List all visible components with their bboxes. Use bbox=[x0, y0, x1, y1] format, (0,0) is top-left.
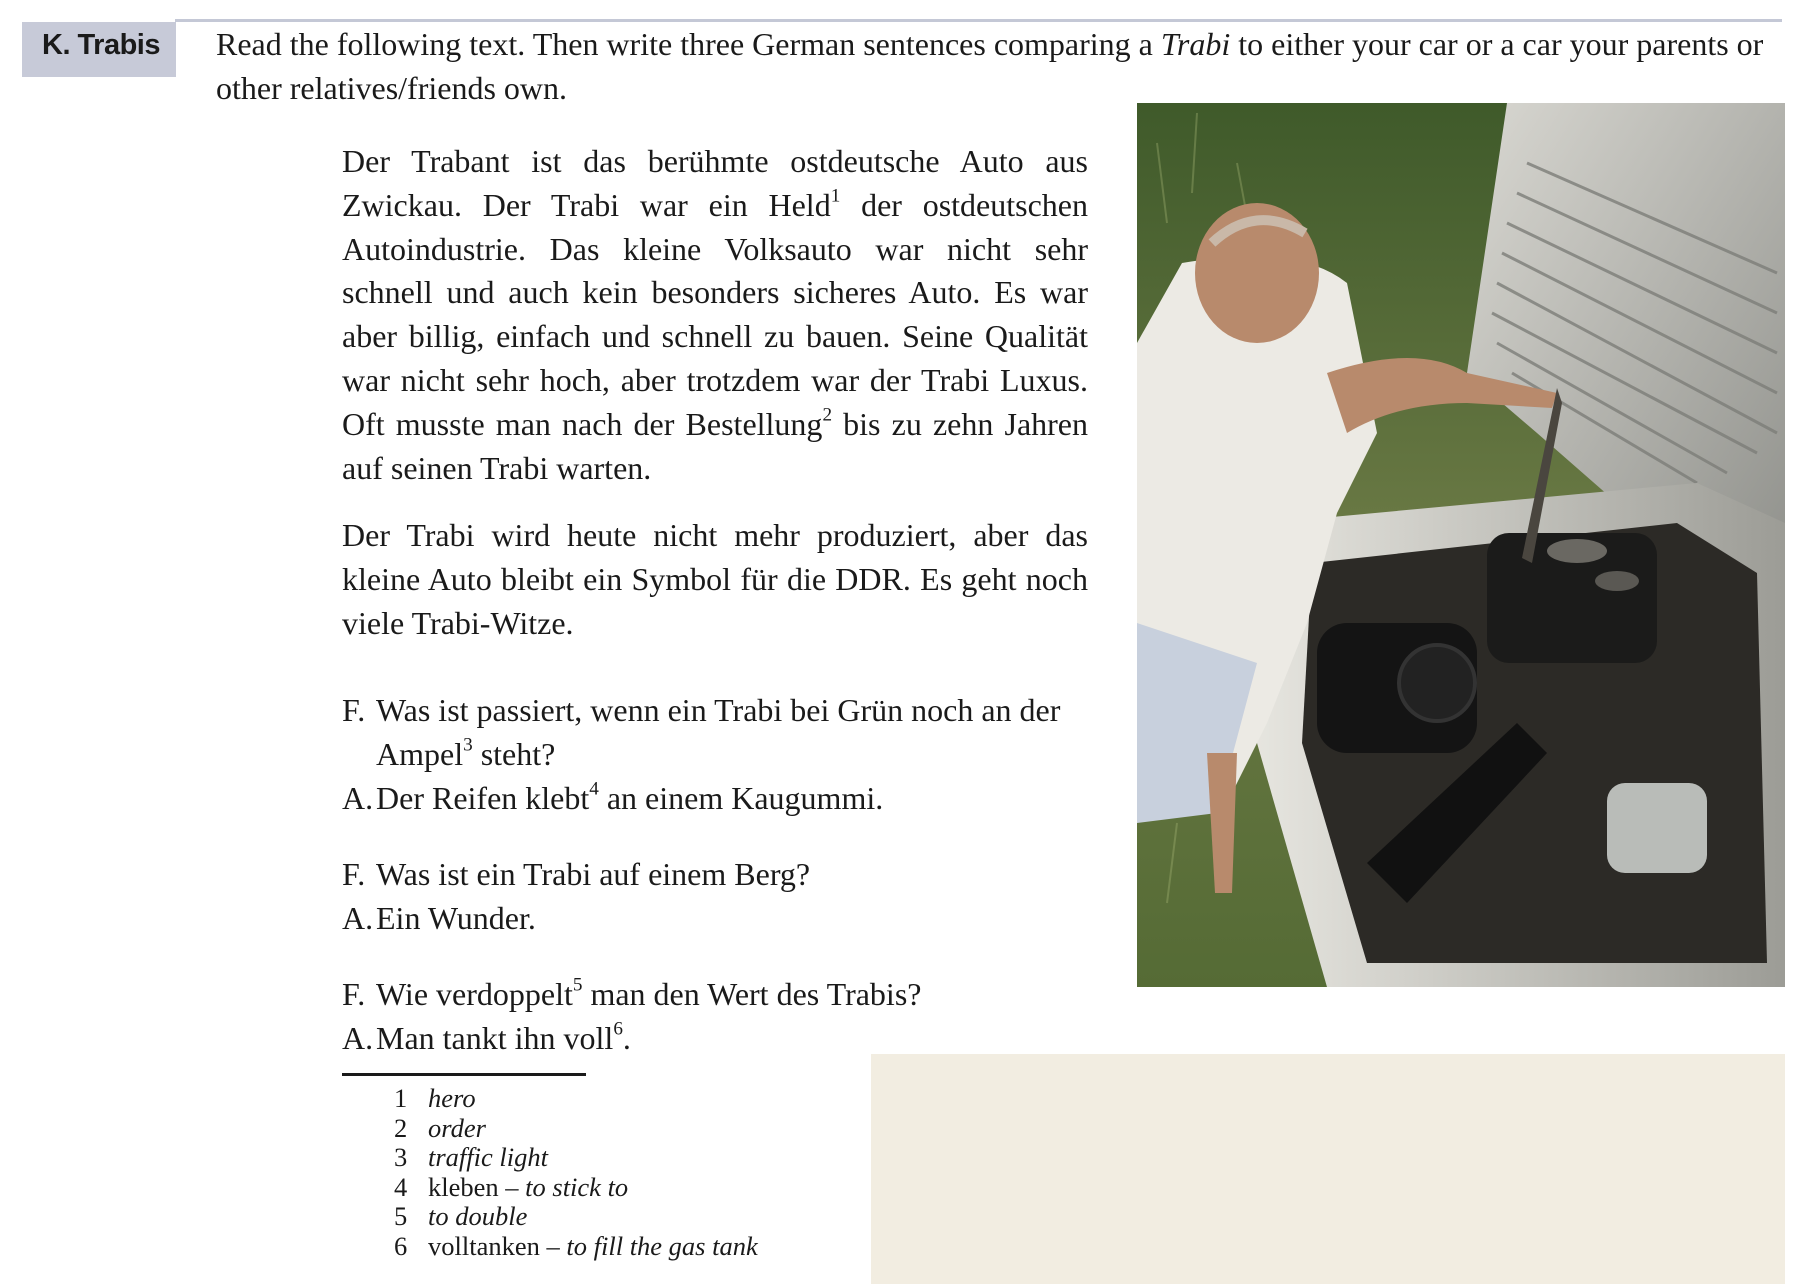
footnote-ref-1: 1 bbox=[830, 185, 841, 207]
joke-3-question-text bbox=[376, 972, 921, 1016]
joke-3 bbox=[342, 972, 1102, 1060]
footnote-german: kleben – bbox=[428, 1171, 519, 1202]
joke-2-question-text: Was ist ein Trabi auf einem Berg? bbox=[376, 856, 811, 892]
footnotes bbox=[394, 1084, 758, 1261]
joke-3-question-text-b: man den Wert des Trabis? bbox=[582, 976, 922, 1012]
question-prefix: F. bbox=[342, 692, 366, 728]
reading-paragraph-2: Der Trabi wird heute nicht mehr produziert, aber das kleine Auto bleibt ein Symbol für die DDR. Es geht noch viele Trabi-Witze. bbox=[342, 517, 1088, 641]
paragraph-1-text-b: der ostdeutschen Autoindustrie. Das kleine Volksauto war nicht sehr schnell und auch kein besonders sicheres Auto. Es war aber billig, einfach und schnell zu bauen. Seine Qualität war nicht sehr hoch, aber trotzdem war der Trabi Luxus. Oft musste man nach der Bestellung bbox=[342, 186, 1088, 442]
question-prefix: F. bbox=[342, 976, 366, 1012]
joke-1-answer bbox=[342, 776, 1102, 820]
footnote-english: traffic light bbox=[428, 1142, 548, 1172]
joke-3-question-text-a: Wie verdoppelt bbox=[376, 976, 573, 1012]
footnote-english: to stick to bbox=[525, 1171, 629, 1202]
footnote-number: 3 bbox=[394, 1142, 408, 1172]
washer-reservoir bbox=[1607, 783, 1707, 873]
answer-prefix: A. bbox=[342, 780, 374, 816]
instructions bbox=[216, 22, 1786, 110]
instructions-trabi-italic: Trabi bbox=[1160, 26, 1231, 62]
footnote-number: 2 bbox=[394, 1112, 408, 1143]
footnote-item bbox=[394, 1232, 758, 1262]
footnote-ref-6: 6 bbox=[613, 1018, 623, 1040]
joke-3-answer-text bbox=[376, 1016, 631, 1060]
footnote-ref-3: 3 bbox=[463, 734, 473, 756]
footnote-ref-4: 4 bbox=[589, 778, 599, 800]
joke-2-question bbox=[342, 852, 1102, 896]
joke-1-answer-text-b: an einem Kaugummi. bbox=[598, 780, 884, 816]
footnote-number: 4 bbox=[394, 1171, 408, 1202]
joke-1-question-text-b: steht? bbox=[472, 736, 556, 772]
section-label: K. Trabis bbox=[22, 22, 176, 77]
answer-prefix: A. bbox=[342, 900, 374, 936]
footnote-ref-5: 5 bbox=[572, 974, 583, 996]
engine-pulley bbox=[1399, 645, 1475, 721]
reading-text bbox=[342, 140, 1088, 646]
joke-1-question-text-a: Was ist passiert, wenn ein Trabi bei Grün noch an der Ampel bbox=[376, 692, 1061, 772]
joke-1-question bbox=[342, 688, 1102, 776]
beige-answer-area bbox=[871, 1054, 1785, 1284]
footnote-number: 1 bbox=[394, 1083, 408, 1113]
trabi-jokes bbox=[342, 688, 1102, 1060]
joke-2-answer bbox=[342, 896, 1102, 940]
joke-3-answer-text-b: . bbox=[622, 1020, 631, 1056]
joke-1 bbox=[342, 688, 1102, 820]
tank-cap bbox=[1547, 539, 1607, 563]
instructions-text-end: to either your car or a car your parents or other relatives/friends own. bbox=[216, 26, 1764, 106]
paragraph-1-text-a: Der Trabant ist das berühmte ostdeutsche Auto aus Zwickau. Der Trabi war ein Held bbox=[342, 143, 1088, 223]
tank-cap-2 bbox=[1595, 571, 1639, 591]
instructions-text-start: Read the following text. Then write three German sentences comparing a bbox=[216, 26, 1161, 62]
footnote-english: to double bbox=[428, 1201, 528, 1231]
question-prefix: F. bbox=[342, 856, 366, 892]
footnote-german: volltanken – bbox=[428, 1230, 560, 1261]
footnote-item bbox=[394, 1084, 758, 1114]
joke-1-answer-text-a: Der Reifen klebt bbox=[376, 780, 590, 816]
footnote-item bbox=[394, 1202, 758, 1232]
footnote-item bbox=[394, 1173, 758, 1203]
footnote-item bbox=[394, 1114, 758, 1144]
footnote-english: order bbox=[428, 1112, 486, 1143]
footnote-number: 6 bbox=[394, 1230, 408, 1261]
reading-paragraph-1 bbox=[342, 140, 1088, 490]
footnote-english: hero bbox=[428, 1083, 476, 1113]
joke-3-question bbox=[342, 972, 1102, 1016]
joke-1-question-text bbox=[376, 688, 1102, 776]
footnotes-rule bbox=[342, 1073, 586, 1076]
photo-illustration bbox=[1137, 103, 1785, 987]
footnote-ref-2: 2 bbox=[822, 404, 833, 426]
answer-prefix: A. bbox=[342, 1020, 374, 1056]
joke-2-answer-text: Ein Wunder. bbox=[376, 900, 536, 936]
trabi-engine-photo bbox=[1137, 103, 1785, 987]
joke-3-answer-text-a: Man tankt ihn voll bbox=[376, 1020, 614, 1056]
footnote-english: to fill the gas tank bbox=[566, 1230, 758, 1261]
joke-2 bbox=[342, 852, 1102, 940]
footnote-number: 5 bbox=[394, 1201, 408, 1231]
joke-1-answer-text bbox=[376, 776, 883, 820]
paragraph-1-text-c: bis zu zehn Jahren auf seinen Trabi warten. bbox=[342, 405, 1089, 486]
footnote-item bbox=[394, 1143, 758, 1173]
